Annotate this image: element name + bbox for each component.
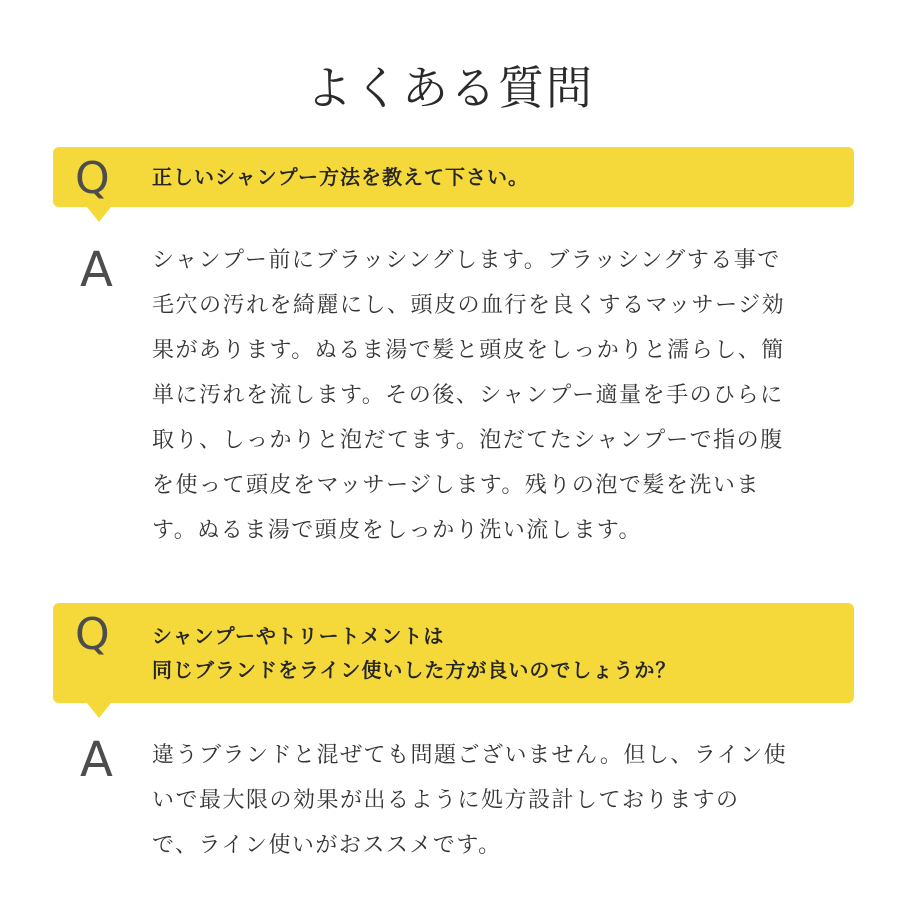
answer-line: 取り、しっかりと泡だてます。泡だてたシャンプーで指の腹 <box>152 428 784 453</box>
question-text-2 <box>152 619 834 687</box>
answer-line: 単に汚れを流します。その後、シャンプー適量を手のひらに <box>152 383 784 408</box>
question-banner-2 <box>53 603 854 703</box>
answer-text-1 <box>152 238 832 553</box>
answer-line: を使って頭皮をマッサージします。残りの泡で髪を洗いま <box>152 473 760 498</box>
answer-line: シャンプー前にブラッシングします。ブラッシングする事で <box>152 248 781 273</box>
answer-line: す。ぬるま湯で頭皮をしっかり洗い流します。 <box>152 518 642 543</box>
answer-line: 違うブランドと混ぜても問題ございません。但し、ライン使 <box>152 743 788 768</box>
answer-text-2 <box>152 733 832 868</box>
a-marker: A <box>80 242 113 298</box>
page-title: よくある質問 <box>306 61 594 115</box>
question-line: シャンプーやトリートメントは <box>152 624 445 648</box>
question-banner-1 <box>53 147 854 207</box>
question-text-1 <box>152 160 834 194</box>
q-marker: Q <box>75 153 110 204</box>
answer-line: で、ライン使いがおススメです。 <box>152 833 502 858</box>
answer-line: 果があります。ぬるま湯で髪と頭皮をしっかりと濡らし、簡 <box>152 338 785 363</box>
answer-line: 毛穴の汚れを綺麗にし、頭皮の血行を良くするマッサージ効 <box>152 293 786 318</box>
q-marker: Q <box>75 609 110 660</box>
question-line: 同じブランドをライン使いした方が良いのでしょうか？ <box>152 658 677 682</box>
question-line: 正しいシャンプー方法を教えて下さい。 <box>152 165 529 189</box>
answer-line: いで最大限の効果が出るように処方設計しておりますの <box>152 788 740 813</box>
a-marker: A <box>80 732 113 788</box>
